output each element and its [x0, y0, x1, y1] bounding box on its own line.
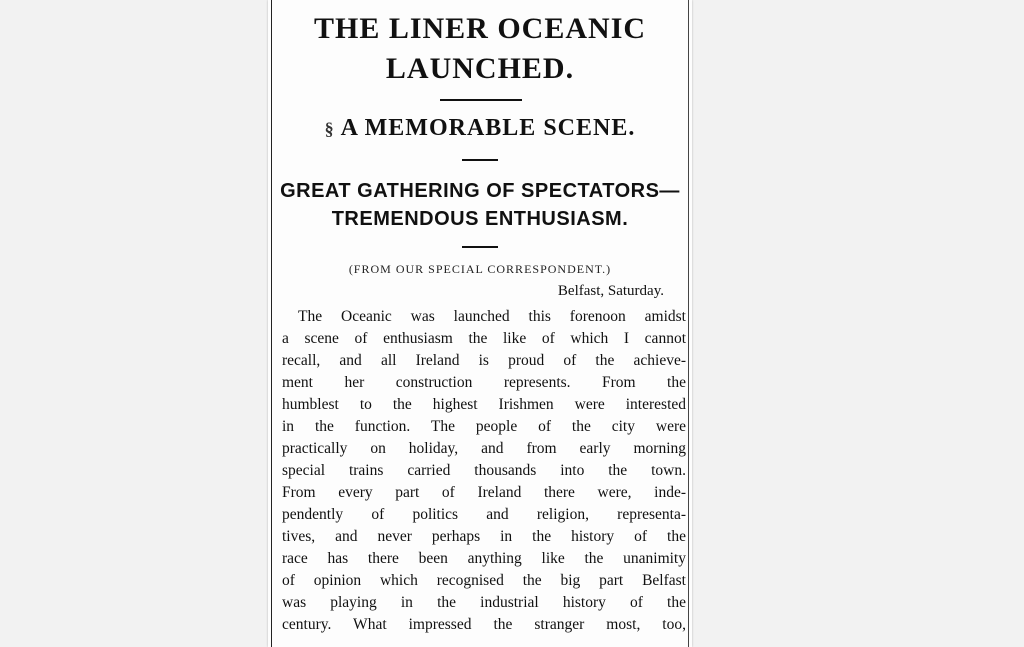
article-line: recall, and all Ireland is proud of the achieve- [282, 352, 686, 369]
article-line: century. What impressed the stranger most, too, [282, 616, 686, 633]
article-line: humblest to the highest Irishmen were interested [282, 396, 686, 413]
article-body [282, 306, 686, 636]
headline-line-1: THE LINER OCEANIC [313, 12, 647, 45]
article-line: of opinion which recognised the big part Belfast [282, 572, 686, 589]
article-line: pendently of politics and religion, representa- [282, 506, 686, 523]
headline-line-2: LAUNCHED. [385, 52, 575, 85]
subheadline [268, 115, 692, 142]
article-line: a scene of enthusiasm the like of which I cannot [282, 330, 686, 347]
column-rule-right [688, 0, 689, 647]
article-line: tives, and never perhaps in the history of the [282, 528, 686, 545]
subheadline-text: A MEMORABLE SCENE. [340, 115, 636, 141]
article-line: was playing in the industrial history of the [282, 594, 686, 611]
article-line: race has there been anything like the unanimity [282, 550, 686, 567]
dateline: Belfast, Saturday. [557, 283, 664, 299]
article-line: ment her construction represents. From the [282, 374, 686, 391]
deck-line-1: GREAT GATHERING OF SPECTATORS— [280, 180, 680, 202]
article-line: special trains carried thousands into the town. [282, 462, 686, 479]
column-rule-left [271, 0, 272, 647]
subheadline-mark: § [324, 119, 335, 139]
article-line: From every part of Ireland there were, inde- [282, 484, 686, 501]
newspaper-clipping [268, 0, 692, 647]
article-line: The Oceanic was launched this forenoon amidst [298, 308, 686, 325]
article-line: practically on holiday, and from early morning [282, 440, 686, 457]
deck-line-2: TREMENDOUS ENTHUSIASM. [331, 208, 629, 230]
separator-1 [440, 99, 522, 101]
separator-3 [462, 246, 498, 248]
article-line: in the function. The people of the city were [282, 418, 686, 435]
separator-2 [462, 159, 498, 161]
byline: (FROM OUR SPECIAL CORRESPONDENT.) [348, 262, 612, 276]
